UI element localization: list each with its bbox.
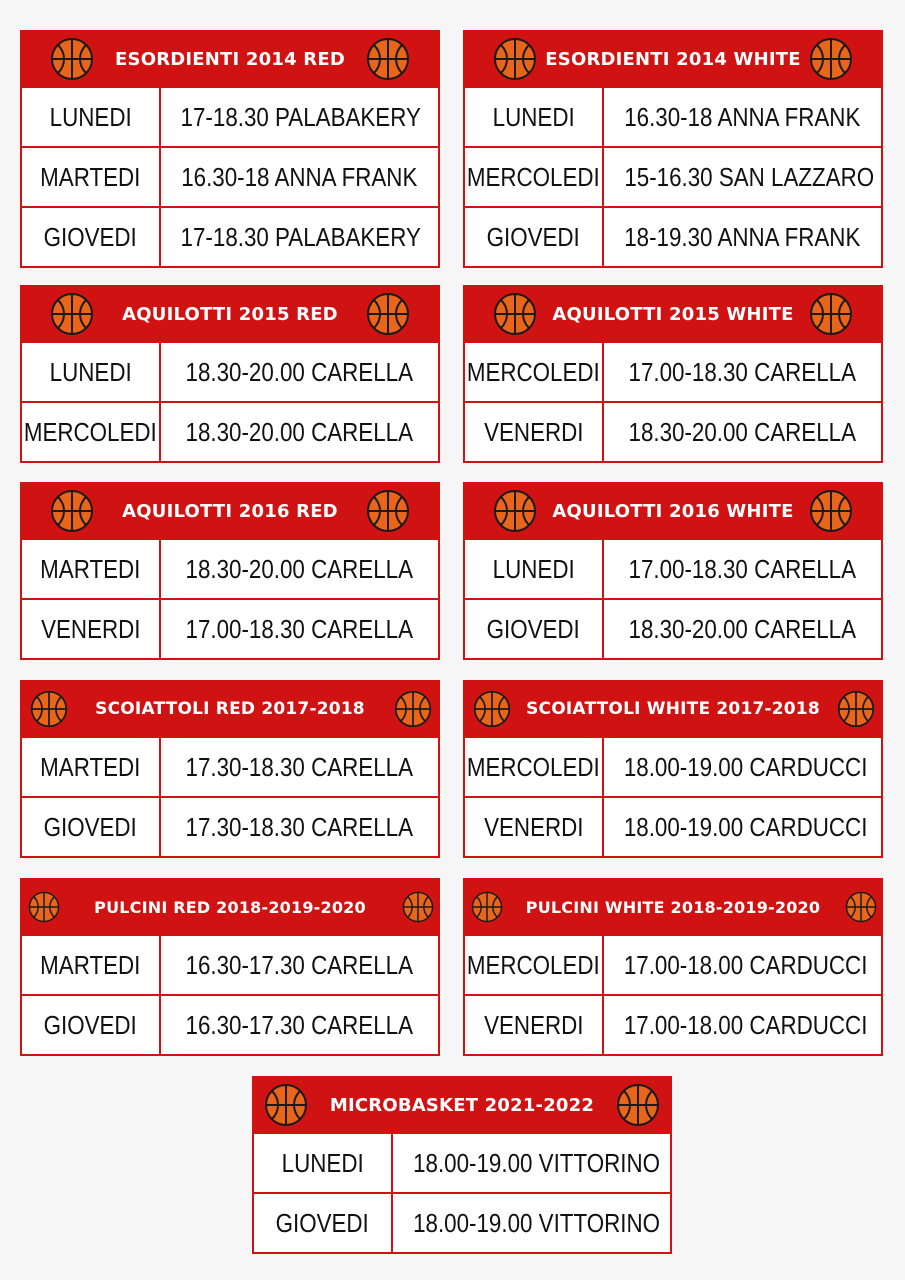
day-cell: MERCOLEDI — [22, 403, 161, 461]
table-row — [465, 206, 881, 266]
schedule-card — [20, 482, 440, 660]
basketball-icon — [493, 489, 537, 533]
schedule-card — [252, 1076, 672, 1254]
table-row — [22, 934, 438, 994]
card-title: MICROBASKET 2021-2022 — [329, 1094, 595, 1116]
time-venue-cell: 18.30-20.00 CARELLA — [628, 613, 857, 644]
basketball-icon — [493, 292, 537, 336]
time-venue-cell: 18.00-19.00 VITTORINO — [413, 1147, 660, 1178]
day-cell: LUNEDI — [465, 540, 604, 598]
time-venue-cell: 17-18.30 PALABAKERY — [180, 221, 421, 252]
table-row — [254, 1192, 670, 1252]
card-title: ESORDIENTI 2014 WHITE — [545, 48, 801, 70]
time-venue-cell: 17.30-18.30 CARELLA — [185, 811, 414, 842]
card-header — [22, 287, 438, 341]
time-venue-cell: 17.00-18.00 CARDUCCI — [623, 1009, 868, 1040]
time-venue-cell: 16.30-17.30 CARELLA — [185, 1009, 414, 1040]
basketball-icon — [402, 891, 434, 923]
day-cell: VENERDI — [465, 798, 604, 856]
time-venue-cell: 17.00-18.30 CARELLA — [185, 613, 414, 644]
schedule-card — [463, 680, 883, 858]
card-title: PULCINI RED 2018-2019-2020 — [94, 897, 366, 917]
time-venue-cell: 17.00-18.30 CARELLA — [628, 356, 857, 387]
time-venue-cell: 18.30-20.00 CARELLA — [628, 416, 857, 447]
day-cell: MARTEDI — [22, 936, 161, 994]
time-venue-cell: 18.00-19.00 CARDUCCI — [623, 751, 868, 782]
day-cell: MERCOLEDI — [465, 148, 604, 206]
time-venue-cell: 17-18.30 PALABAKERY — [180, 101, 421, 132]
card-header — [465, 682, 881, 736]
table-row — [22, 341, 438, 401]
basketball-icon — [837, 690, 875, 728]
card-header — [22, 32, 438, 86]
basketball-icon — [30, 690, 68, 728]
basketball-icon — [50, 37, 94, 81]
schedule-card — [463, 285, 883, 463]
day-cell: LUNEDI — [22, 343, 161, 401]
time-venue-cell: 15-16.30 SAN LAZZARO — [624, 161, 875, 192]
basketball-icon — [809, 292, 853, 336]
schedule-card — [20, 285, 440, 463]
day-cell: GIOVEDI — [22, 996, 161, 1054]
day-cell: MERCOLEDI — [465, 343, 604, 401]
table-row — [465, 538, 881, 598]
table-row — [465, 598, 881, 658]
day-cell: MARTEDI — [22, 540, 161, 598]
time-venue-cell: 16.30-17.30 CARELLA — [185, 949, 414, 980]
basketball-icon — [471, 891, 503, 923]
day-cell: MARTEDI — [22, 148, 161, 206]
table-row — [465, 146, 881, 206]
basketball-icon — [366, 37, 410, 81]
day-cell: GIOVEDI — [22, 208, 161, 266]
day-cell: GIOVEDI — [465, 600, 604, 658]
card-title: SCOIATTOLI WHITE 2017-2018 — [526, 699, 820, 719]
table-row — [465, 796, 881, 856]
time-venue-cell: 18.00-19.00 VITTORINO — [413, 1207, 660, 1238]
table-row — [22, 736, 438, 796]
table-row — [254, 1132, 670, 1192]
table-row — [22, 796, 438, 856]
time-venue-cell: 18.30-20.00 CARELLA — [185, 356, 414, 387]
day-cell: LUNEDI — [22, 88, 161, 146]
table-row — [465, 994, 881, 1054]
time-venue-cell: 18.30-20.00 CARELLA — [185, 416, 414, 447]
time-venue-cell: 18.00-19.00 CARDUCCI — [623, 811, 868, 842]
schedule-card — [463, 482, 883, 660]
day-cell: MARTEDI — [22, 738, 161, 796]
table-row — [465, 736, 881, 796]
basketball-icon — [473, 690, 511, 728]
table-row — [22, 401, 438, 461]
card-title: AQUILOTTI 2015 RED — [122, 303, 338, 325]
basketball-icon — [809, 37, 853, 81]
basketball-icon — [493, 37, 537, 81]
day-cell: VENERDI — [465, 996, 604, 1054]
basketball-icon — [264, 1083, 308, 1127]
table-row — [465, 86, 881, 146]
basketball-icon — [50, 489, 94, 533]
card-header — [465, 880, 881, 934]
card-header — [465, 32, 881, 86]
table-row — [465, 401, 881, 461]
basketball-icon — [50, 292, 94, 336]
schedule-card — [20, 878, 440, 1056]
schedule-card — [20, 680, 440, 858]
card-title: PULCINI WHITE 2018-2019-2020 — [525, 897, 821, 917]
card-title: ESORDIENTI 2014 RED — [115, 48, 345, 70]
card-header — [22, 880, 438, 934]
time-venue-cell: 17.00-18.30 CARELLA — [628, 553, 857, 584]
card-header — [465, 484, 881, 538]
card-title: AQUILOTTI 2016 RED — [122, 500, 338, 522]
card-header — [22, 682, 438, 736]
card-title: AQUILOTTI 2016 WHITE — [552, 500, 794, 522]
table-row — [22, 86, 438, 146]
day-cell: LUNEDI — [254, 1134, 393, 1192]
schedule-card — [463, 878, 883, 1056]
table-row — [22, 206, 438, 266]
table-row — [22, 598, 438, 658]
card-title: SCOIATTOLI RED 2017-2018 — [95, 699, 365, 719]
day-cell: GIOVEDI — [254, 1194, 393, 1252]
basketball-icon — [616, 1083, 660, 1127]
basketball-icon — [845, 891, 877, 923]
table-row — [22, 994, 438, 1054]
card-header — [22, 484, 438, 538]
time-venue-cell: 18-19.30 ANNA FRANK — [624, 221, 861, 252]
basketball-icon — [366, 489, 410, 533]
card-header — [254, 1078, 670, 1132]
day-cell: MERCOLEDI — [465, 936, 604, 994]
time-venue-cell: 17.30-18.30 CARELLA — [185, 751, 414, 782]
schedule-card — [463, 30, 883, 268]
time-venue-cell: 16.30-18 ANNA FRANK — [624, 101, 861, 132]
table-row — [22, 538, 438, 598]
table-row — [22, 146, 438, 206]
table-row — [465, 341, 881, 401]
table-row — [465, 934, 881, 994]
time-venue-cell: 18.30-20.00 CARELLA — [185, 553, 414, 584]
time-venue-cell: 17.00-18.00 CARDUCCI — [623, 949, 868, 980]
basketball-icon — [28, 891, 60, 923]
time-venue-cell: 16.30-18 ANNA FRANK — [181, 161, 418, 192]
day-cell: VENERDI — [22, 600, 161, 658]
day-cell: GIOVEDI — [22, 798, 161, 856]
card-title: AQUILOTTI 2015 WHITE — [552, 303, 794, 325]
basketball-icon — [366, 292, 410, 336]
schedule-card — [20, 30, 440, 268]
day-cell: VENERDI — [465, 403, 604, 461]
day-cell: MERCOLEDI — [465, 738, 604, 796]
card-header — [465, 287, 881, 341]
basketball-icon — [809, 489, 853, 533]
basketball-icon — [394, 690, 432, 728]
day-cell: GIOVEDI — [465, 208, 604, 266]
day-cell: LUNEDI — [465, 88, 604, 146]
